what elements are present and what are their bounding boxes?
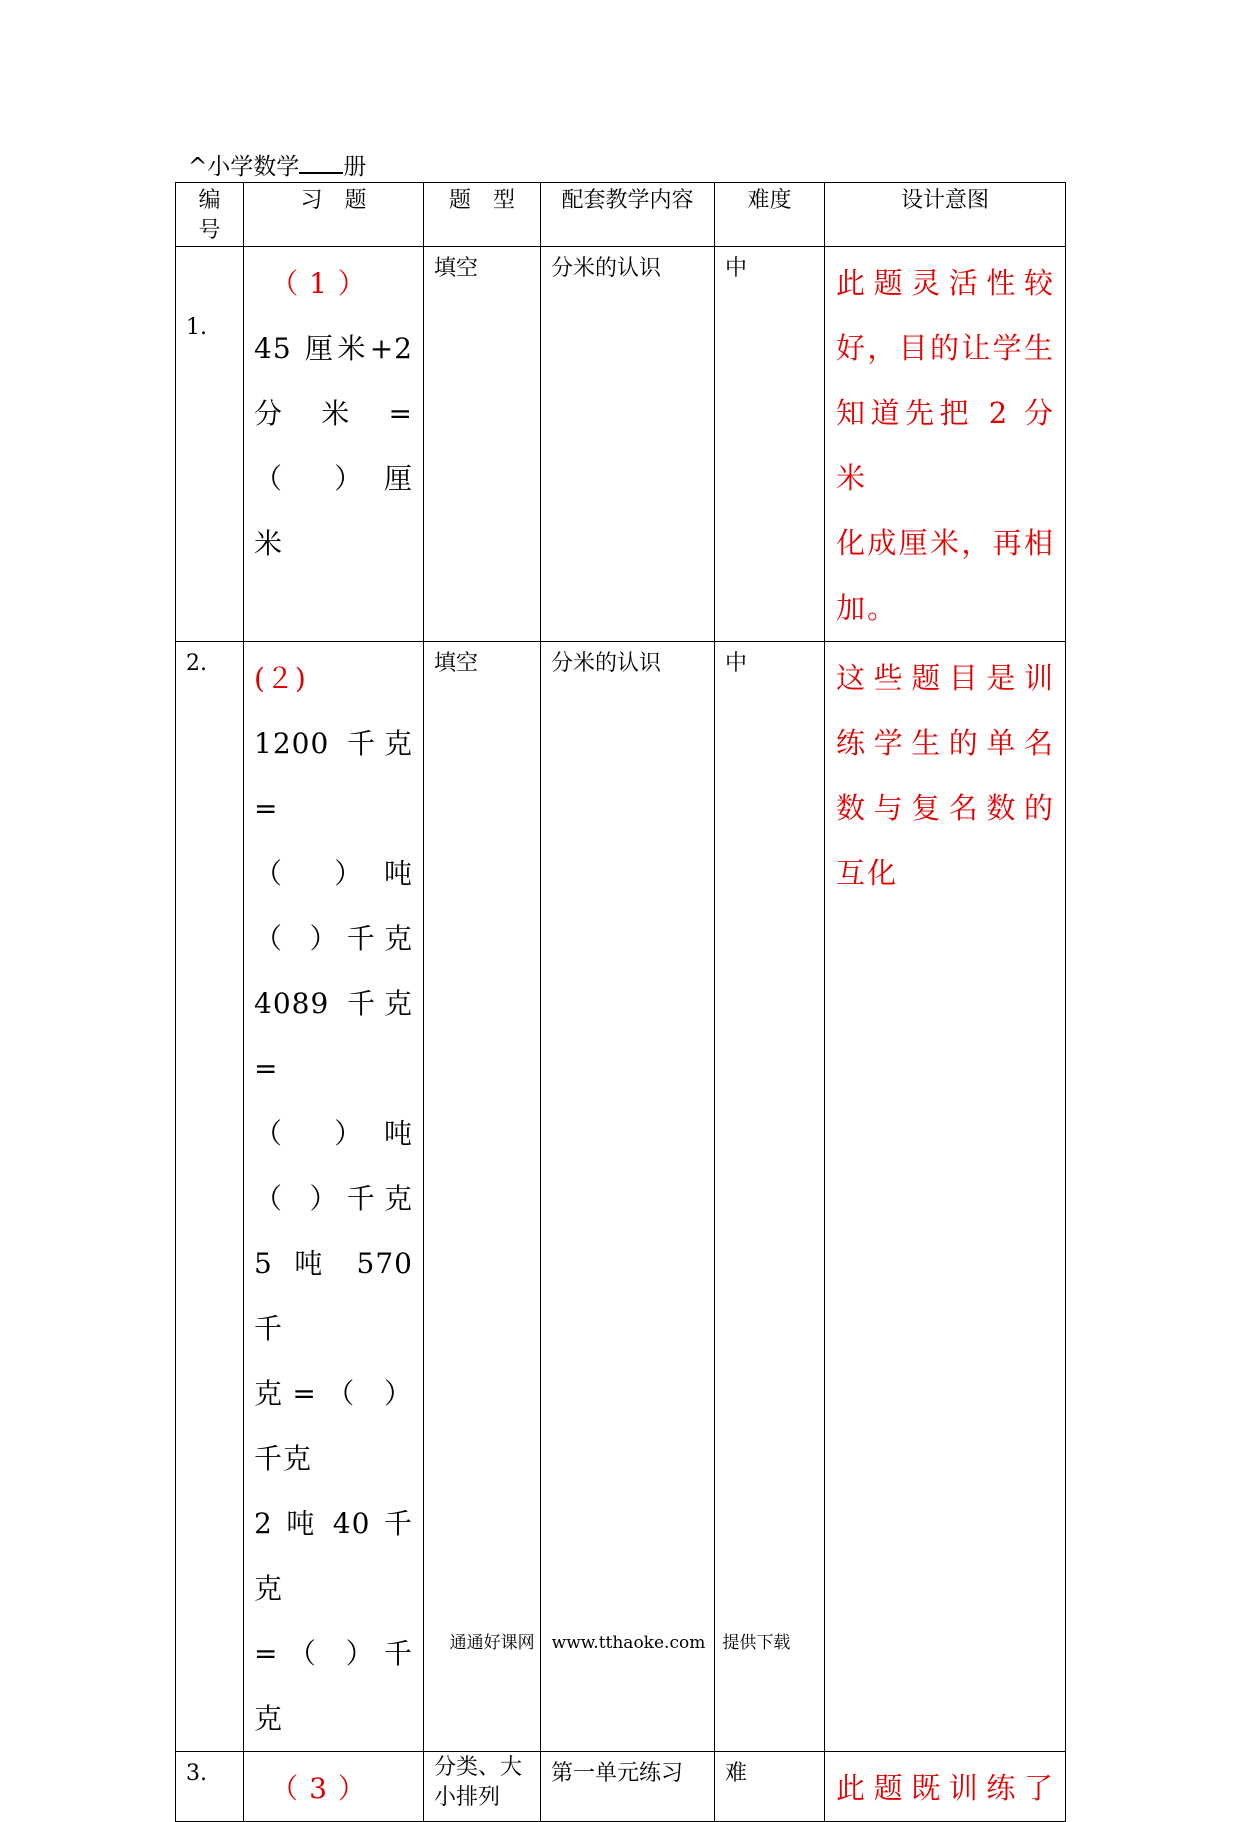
table-row <box>176 247 1066 642</box>
type-cell: 分类、大 小排列 <box>424 1752 541 1822</box>
exercise-cell: （ 1 ） 45 厘米+2 分 米 = （ ）厘 米 <box>244 247 424 642</box>
table-row <box>176 642 1066 1752</box>
exercise-cell: （ 3 ） <box>244 1752 424 1822</box>
table-row <box>176 1752 1066 1822</box>
intent-cell: 这些题目是训 练学生的单名 数与复名数的 互化 <box>825 642 1066 1752</box>
table-header-row <box>176 183 1066 247</box>
header-blank <box>299 152 343 174</box>
row-number: 3. <box>176 1752 244 1822</box>
row-number: 2. <box>176 642 244 1752</box>
difficulty-cell: 中 <box>715 247 825 642</box>
row-number: 1. <box>176 247 244 642</box>
type-cell: 填空 <box>424 247 541 642</box>
header-prefix: ^小学数学 <box>188 154 300 180</box>
header-suffix: 册 <box>343 154 367 180</box>
intent-cell: 此题既训练了 <box>825 1752 1066 1822</box>
difficulty-cell: 难 <box>715 1752 825 1822</box>
type-cell: 填空 <box>424 642 541 1752</box>
col-header-exercise: 习 题 <box>244 183 424 247</box>
exercise-table <box>175 182 1066 1822</box>
content-cell: 第一单元练习 <box>541 1752 715 1822</box>
intent-cell: 此题灵活性较 好，目的让学生 知道先把 2 分米 化成厘米，再相 加。 <box>825 247 1066 642</box>
content-cell: 分米的认识 <box>541 642 715 1752</box>
col-header-number: 编 号 <box>176 183 244 247</box>
page-footer: 通通好课网 www.tthaoke.com 提供下载 <box>449 1633 791 1653</box>
col-header-intent: 设计意图 <box>825 183 1066 247</box>
document-header <box>188 152 366 182</box>
difficulty-cell: 中 <box>715 642 825 1752</box>
col-header-type: 题 型 <box>424 183 541 247</box>
col-header-difficulty: 难度 <box>715 183 825 247</box>
exercise-cell: (２) 1200 千克= （ ）吨 （ ）千克 4089 千克= （ ）吨 （ ）千克 5 吨 570 千 克=（ ） 千克 2 吨 40 千克 =（ ）千 克 <box>244 642 424 1752</box>
content-cell: 分米的认识 <box>541 247 715 642</box>
col-header-content: 配套教学内容 <box>541 183 715 247</box>
